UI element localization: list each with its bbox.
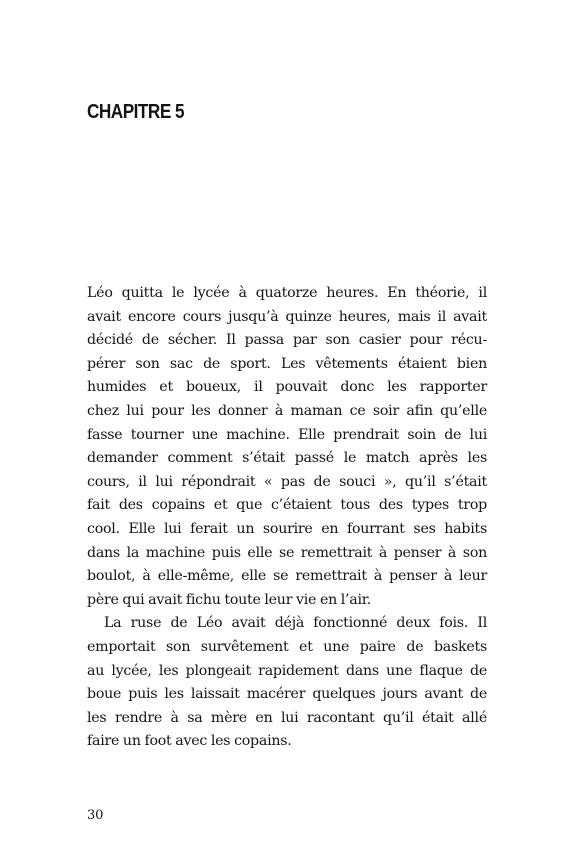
body-text [87, 282, 487, 754]
text-line: emportait son survêtement et une paire de baskets [87, 638, 487, 655]
text-line: boue puis les laissait macérer quelques jours avant de [87, 686, 487, 703]
text-line: père qui avait fichu toute leur vie en l’air. [87, 591, 372, 608]
paragraph-1 [87, 282, 487, 612]
text-line: cours, il lui répondrait « pas de souci », qu’il s’était [87, 473, 487, 490]
text-line: chez lui pour les donner à maman ce soir afin qu’elle [87, 402, 487, 419]
text-line: faire un foot avec les copains. [87, 733, 292, 750]
page-number: 30 [87, 808, 104, 823]
text-line: La ruse de Léo avait déjà fonctionné deux fois. Il [104, 615, 487, 632]
text-line: les rendre à sa mère en lui racontant qu’il était allé [87, 709, 487, 726]
text-line: boulot, à elle-même, elle se remettrait à penser à leur [87, 568, 487, 585]
text-line: Léo quitta le lycée à quatorze heures. En théorie, il [87, 285, 487, 301]
text-line: humides et boueux, il pouvait donc les rapporter [87, 379, 487, 396]
text-line: demander comment s’était passé le match après les [87, 450, 487, 467]
text-line: dans la machine puis elle se remettrait à penser à son [87, 544, 487, 561]
text-line: pérer son sac de sport. Les vêtements étaient bien [87, 355, 487, 372]
text-line: décidé de sécher. Il passa par son casier pour récu- [87, 332, 487, 349]
paragraph-2 [87, 612, 487, 754]
text-line: avait encore cours jusqu’à quinze heures, mais il avait [87, 308, 487, 325]
text-line: fasse tourner une machine. Elle prendrait soin de lui [87, 426, 487, 443]
text-line: cool. Elle lui ferait un sourire en fourrant ses habits [87, 520, 487, 537]
chapter-title: CHAPITRE 5 [87, 101, 185, 123]
text-line: au lycée, les plongeait rapidement dans une flaque de [87, 662, 487, 679]
text-line: fait des copains et que c’étaient tous des types trop [87, 497, 487, 514]
